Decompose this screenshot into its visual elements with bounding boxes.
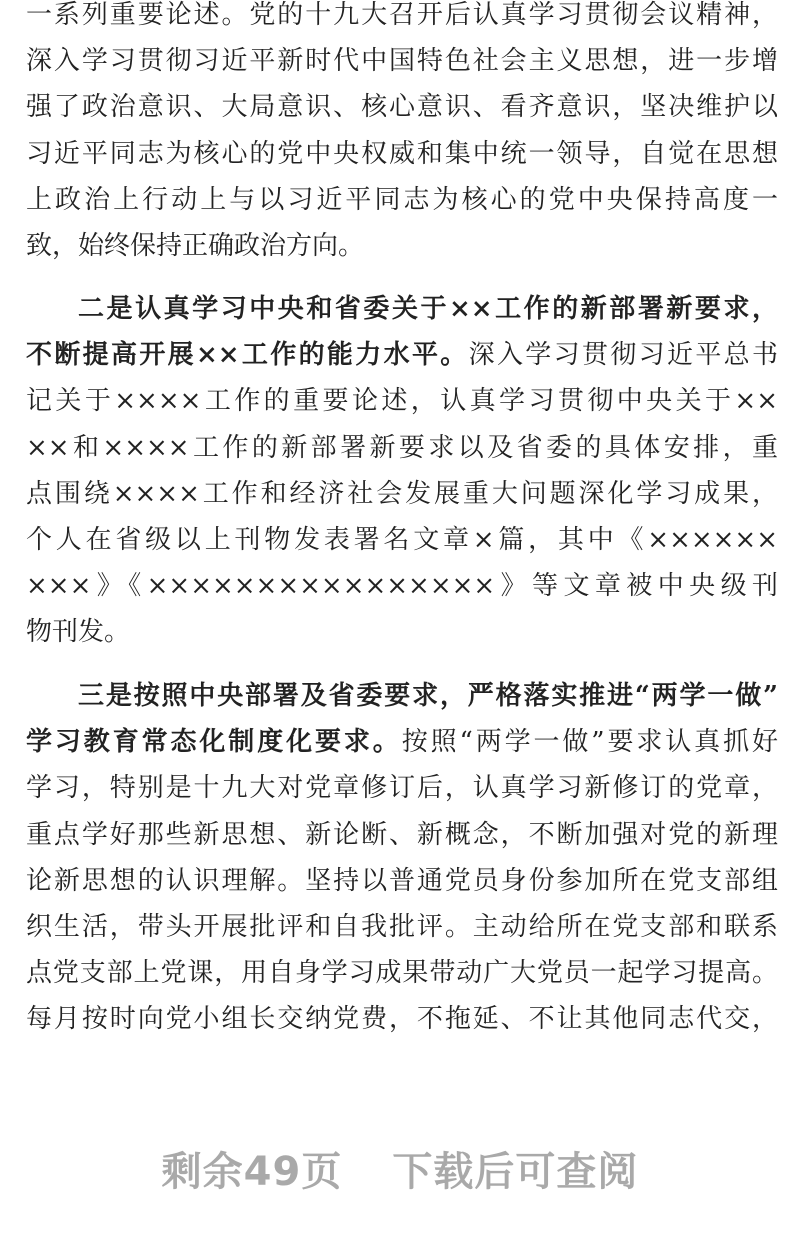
text-line: 织生活，带头开展批评和自我批评。主动给所在党支部和联系 — [26, 911, 778, 942]
text-line: ××和××××工作的新部署新要求以及省委的具体安排，重 — [26, 432, 778, 463]
text-line: 致，始终保持正确政治方向。 — [26, 230, 365, 261]
text-line: 点党支部上党课，用自身学习成果带动广大党员一起学习提高。 — [26, 958, 778, 989]
text-line: 上政治上行动上与以习近平同志为核心的党中央保持高度一 — [26, 184, 778, 215]
section-heading-continued: 不断提高开展××工作的能力水平。 — [26, 340, 469, 371]
text-line: 习近平同志为核心的党中央权威和集中统一领导，自觉在思想 — [26, 138, 778, 169]
text-line: 记关于××××工作的重要论述，认真学习贯彻中央关于×× — [26, 386, 778, 417]
download-to-view-label: 下载后可查阅 — [392, 1149, 639, 1195]
paragraph-3 — [26, 673, 778, 1043]
section-heading-continued: 学习教育常态化制度化要求。 — [26, 727, 402, 758]
text-line: 一系列重要论述。党的十九大召开后认真学习贯彻会议精神， — [26, 0, 778, 30]
text-line: 重点学好那些新思想、新论断、新概念，不断加强对党的新理 — [26, 819, 778, 850]
download-prompt[interactable] — [0, 1140, 800, 1197]
text-line: ×××》《××××××××××××××××》等文章被中央级刊 — [26, 571, 778, 602]
text-line: 深入学习贯彻习近平新时代中国特色社会主义思想，进一步增 — [26, 46, 778, 77]
text-line: 每月按时向党小组长交纳党费，不拖延、不让其他同志代交， — [26, 1004, 778, 1035]
text-line: 个人在省级以上刊物发表署名文章×篇，其中《×××××× — [26, 524, 778, 555]
section-heading: 二是认真学习中央和省委关于××工作的新部署新要求， — [78, 294, 778, 324]
paragraph-2 — [26, 286, 778, 656]
text-run: 按照“两学一做”要求认真抓好 — [401, 727, 778, 758]
section-heading: 三是按照中央部署及省委要求，严格落实推进“两学一做” — [78, 681, 778, 711]
text-line: 学习，特别是十九大对党章修订后，认真学习新修订的党章， — [26, 773, 778, 804]
text-run: 深入学习贯彻习近平总书 — [468, 340, 778, 371]
paragraph-1 — [26, 0, 778, 269]
text-line — [26, 719, 778, 765]
text-line: 强了政治意识、大局意识、核心意识、看齐意识，坚决维护以 — [26, 92, 778, 123]
text-line: 物刊发。 — [26, 617, 131, 648]
text-line: 论新思想的认识理解。坚持以普通党员身份参加所在党支部组 — [26, 865, 778, 896]
remaining-pages-label: 剩余49页 — [161, 1149, 343, 1195]
text-line — [26, 332, 778, 378]
text-line: 点围绕××××工作和经济社会发展重大问题深化学习成果， — [26, 478, 778, 509]
